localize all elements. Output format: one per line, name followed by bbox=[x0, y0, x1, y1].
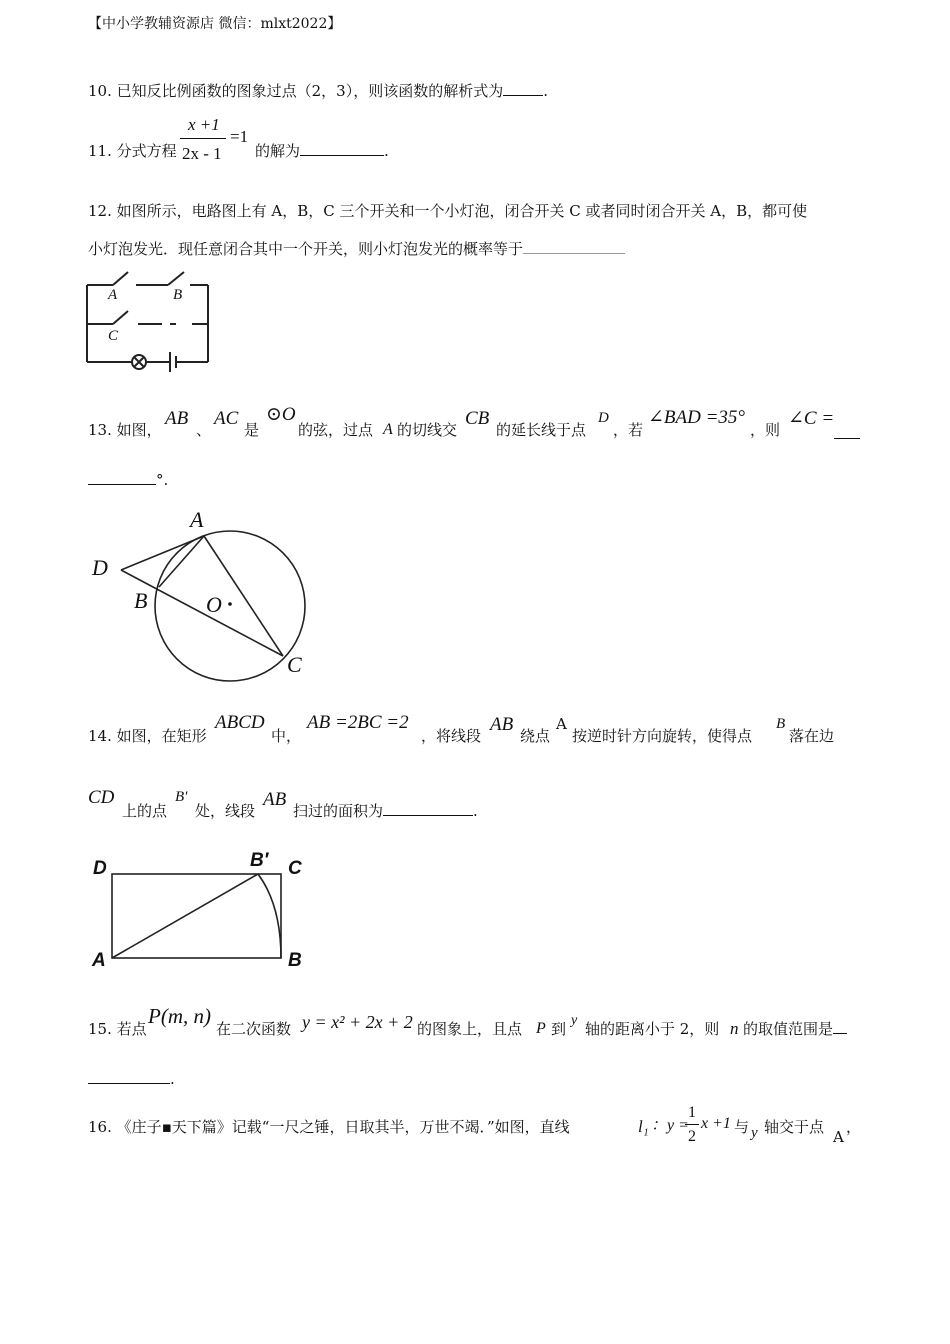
circuit-label-b: B bbox=[173, 287, 183, 303]
q14-ab: AB bbox=[490, 714, 514, 735]
q15-range: 的取值范围是 bbox=[743, 1020, 834, 1038]
circuit-label-c: C bbox=[108, 328, 119, 344]
q13-angle: ∠BAD =35° bbox=[648, 407, 746, 428]
q15-blank-1 bbox=[833, 1032, 847, 1034]
q14-bp: B′ bbox=[175, 789, 188, 805]
q15-p2: P bbox=[536, 1020, 546, 1037]
q11-prefix: 11. 分式方程 bbox=[88, 142, 177, 160]
q14-num: 14. 如图，在矩形 bbox=[88, 727, 207, 745]
q14-zhong: 中， bbox=[271, 727, 302, 745]
q15-blank-2 bbox=[88, 1082, 170, 1084]
q13-ruo: ，若 bbox=[613, 421, 644, 439]
q15-tu: 的图象上，且点 bbox=[417, 1020, 523, 1038]
q14-cd: CD bbox=[88, 787, 115, 808]
q14-a: A bbox=[556, 715, 567, 733]
q10-end: . bbox=[543, 82, 548, 100]
q15-dist: 轴的距离小于 2，则 bbox=[585, 1020, 720, 1038]
rect-label-a: A bbox=[92, 950, 106, 971]
q15-zai: 在二次函数 bbox=[216, 1020, 292, 1038]
q13-a: A bbox=[383, 421, 393, 438]
q16-colon: ：y = bbox=[651, 1117, 689, 1134]
q12-line1: 12. 如图所示，电路图上有 A，B，C 三个开关和一个小灯泡，闭合开关 C 或者同时闭合开关 A，B，都可使 bbox=[88, 202, 808, 220]
label-c: C bbox=[287, 652, 302, 677]
q14-end: . bbox=[473, 802, 478, 820]
q13-tangent: 的切线交 bbox=[397, 421, 458, 439]
q11-suffix: 的解为 bbox=[255, 142, 301, 160]
q13-sep: 、 bbox=[196, 421, 212, 439]
q14-sao: 扫过的面积为 bbox=[293, 802, 384, 820]
q13-cb: CB bbox=[465, 408, 490, 429]
q13-shi: 是 bbox=[244, 421, 260, 439]
q11-equals: =1 bbox=[230, 127, 249, 146]
q13-ext: 的延长线于点 bbox=[496, 421, 587, 439]
q13-ab: AB bbox=[165, 408, 189, 429]
q14-rot: 按逆时针方向旋转，使得点 bbox=[572, 727, 753, 745]
label-d: D bbox=[92, 555, 108, 580]
q16-frac-bar bbox=[685, 1124, 699, 1125]
q14-chu: 处，线段 bbox=[195, 802, 256, 820]
q16-frac-den: 2 bbox=[688, 1128, 696, 1145]
q10-text: 10. 已知反比例函数的图象过点（2，3），则该函数的解析式为 bbox=[88, 82, 504, 100]
q15-range-line bbox=[743, 1022, 847, 1037]
q15-y: y bbox=[571, 1013, 578, 1028]
q15-n: n bbox=[730, 1019, 739, 1038]
q13-c-angle: ∠C = bbox=[788, 408, 835, 429]
q16-y: y bbox=[751, 1125, 758, 1141]
rect-label-d: D bbox=[93, 858, 107, 879]
q11-denominator: 2x - 1 bbox=[182, 144, 222, 163]
q15-end: . bbox=[170, 1070, 175, 1088]
q15-num: 15. 若点 bbox=[88, 1020, 147, 1038]
rect-label-bp: B′ bbox=[250, 850, 269, 871]
q13-ze: ，则 bbox=[750, 421, 781, 439]
q14-eq: AB =2BC =2 bbox=[307, 712, 409, 733]
q14-jiang: ，将线段 bbox=[421, 727, 482, 745]
q13-chord: 的弦，过点 bbox=[298, 421, 374, 439]
q14-luo: 落在边 bbox=[789, 727, 835, 745]
rotation-arc bbox=[258, 874, 281, 958]
q13-end: °. bbox=[156, 471, 169, 489]
q16-jiao: 轴交于点 bbox=[764, 1118, 825, 1136]
q13-num: 13. 如图， bbox=[88, 421, 162, 439]
q14-shang: 上的点 bbox=[122, 802, 168, 820]
q16-frac-num: 1 bbox=[688, 1104, 696, 1121]
q15-dao: 到 bbox=[551, 1020, 567, 1038]
segment-ab-prime bbox=[112, 874, 258, 958]
q15-func: y = x² + 2x + 2 bbox=[302, 1012, 413, 1032]
label-o: O bbox=[206, 592, 222, 617]
q16-a: A bbox=[833, 1128, 844, 1146]
rectangle-abcd bbox=[112, 874, 281, 958]
q11-end: . bbox=[384, 142, 389, 160]
header-text: 【中小学教辅资源店 微信：mlxt2022】 bbox=[88, 16, 342, 32]
rect-label-b: B bbox=[288, 950, 302, 971]
circuit-label-a: A bbox=[108, 287, 118, 303]
q16-comma: ， bbox=[846, 1118, 862, 1136]
q16-l1: l₁ bbox=[638, 1117, 649, 1136]
q14-abcd: ABCD bbox=[215, 712, 265, 733]
q16-rest: x +1 bbox=[701, 1115, 731, 1132]
q15-line2 bbox=[88, 1072, 175, 1087]
q14-rao: 绕点 bbox=[520, 727, 551, 745]
q14-b: B bbox=[776, 716, 786, 732]
q15-p: P(m, n) bbox=[148, 1004, 211, 1028]
q13-ac: AC bbox=[214, 408, 239, 429]
q16-yu: 与 bbox=[734, 1118, 750, 1136]
q11-numerator: x +1 bbox=[188, 115, 220, 134]
q13-circle: ⊙O bbox=[266, 404, 296, 425]
label-a: A bbox=[190, 507, 204, 532]
q13-d: D bbox=[598, 410, 609, 426]
q12-line2-text: 小灯泡发光．现任意闭合其中一个开关，则小灯泡发光的概率等于 bbox=[88, 240, 524, 258]
q16-text: 16. 《庄子▪天下篇》记载“一尺之锤，日取其半，万世不竭．”如图，直线 bbox=[88, 1118, 570, 1136]
label-b: B bbox=[134, 588, 148, 613]
rect-label-c: C bbox=[288, 858, 302, 879]
q14-ab2: AB bbox=[263, 789, 287, 810]
